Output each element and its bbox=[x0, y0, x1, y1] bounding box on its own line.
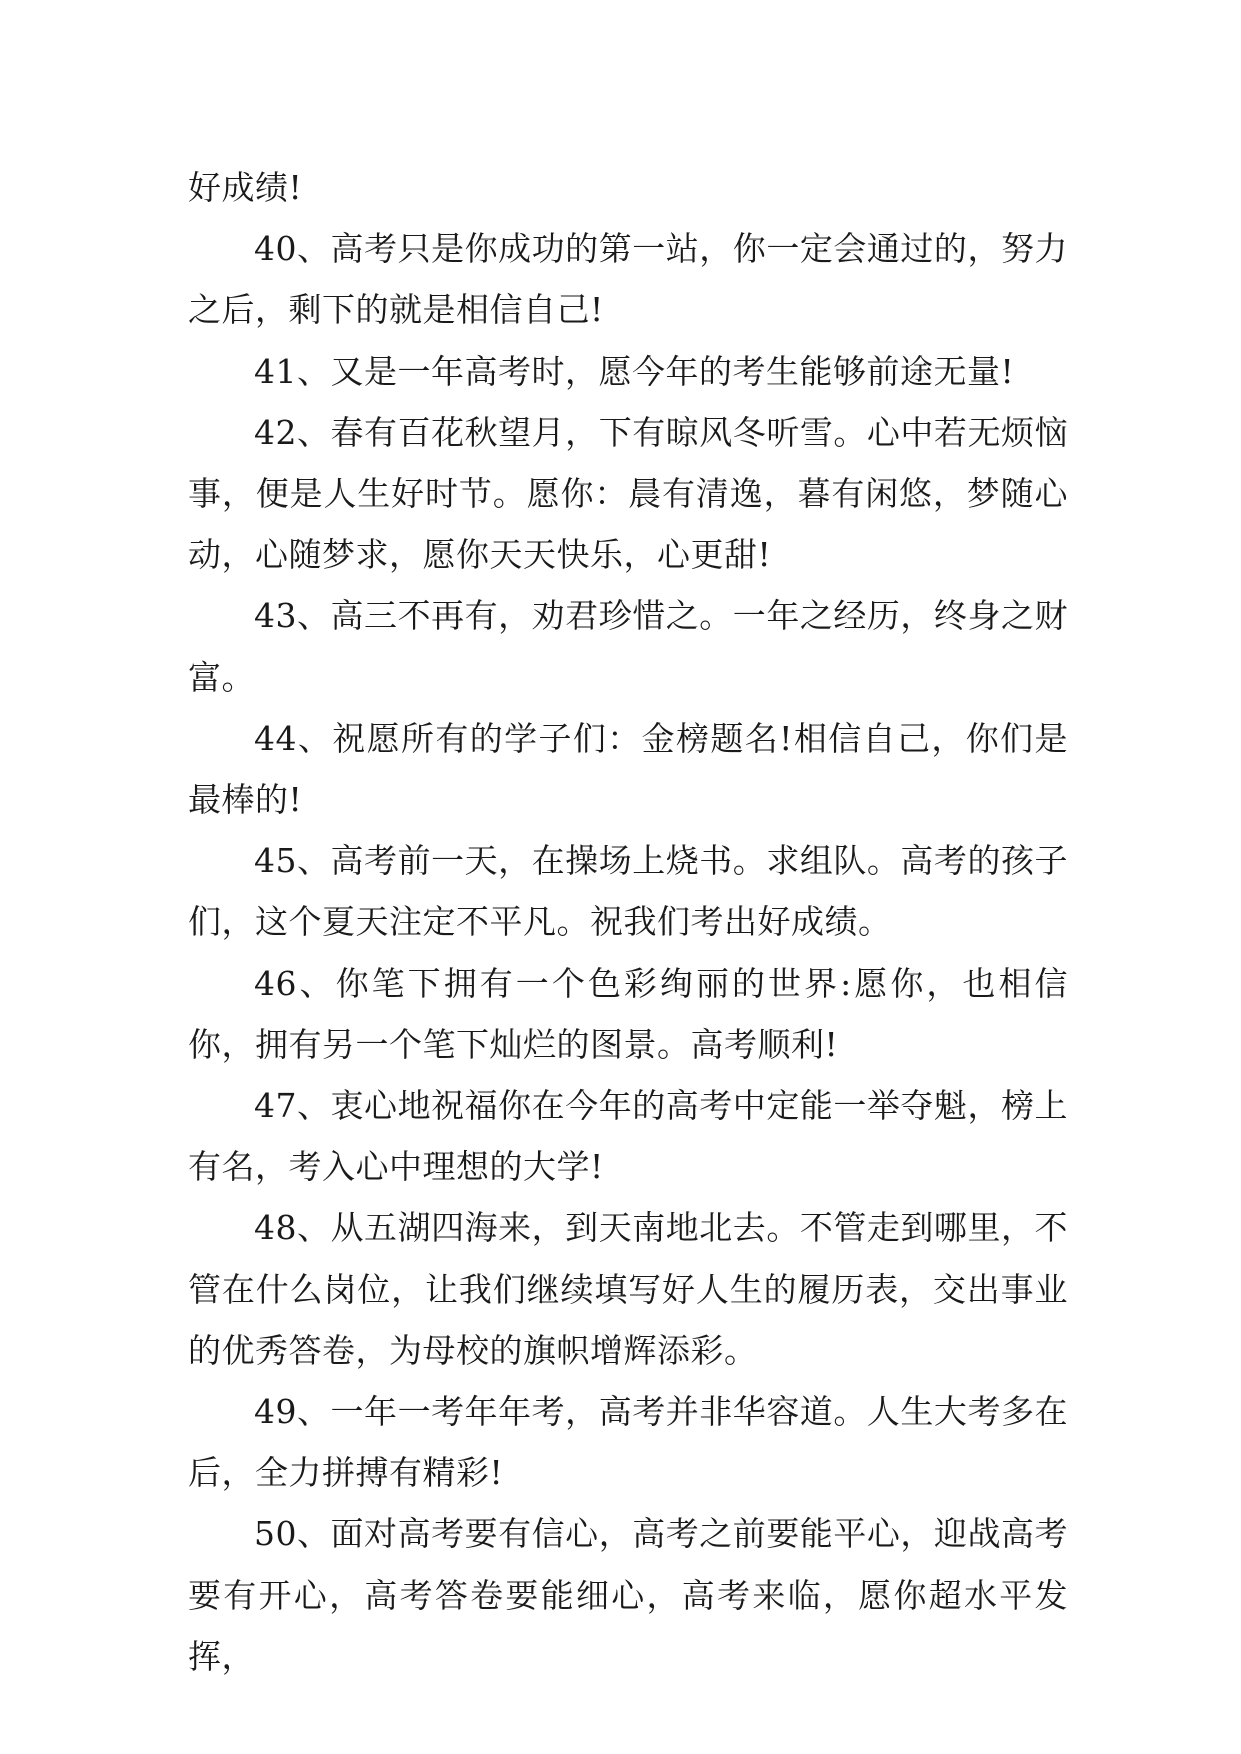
paragraph: 46、你笔下拥有一个色彩绚丽的世界:愿你，也相信你，拥有另一个笔下灿烂的图景。高考顺利! bbox=[188, 963, 1068, 1064]
paragraph: 44、祝愿所有的学子们：金榜题名!相信自己，你们是最棒的! bbox=[188, 718, 1068, 820]
paragraph: 45、高考前一天，在操场上烧书。求组队。高考的孩子们，这个夏天注定不平凡。祝我们考出好成绩。 bbox=[188, 841, 1068, 942]
document-body bbox=[188, 157, 1068, 1687]
paragraph: 42、春有百花秋望月，下有晾风冬听雪。心中若无烦恼事，便是人生好时节。愿你：晨有清逸，暮有闲悠，梦随心动，心随梦求，愿你天天快乐，心更甜! bbox=[188, 412, 1068, 575]
paragraph: 40、高考只是你成功的第一站，你一定会通过的，努力之后，剩下的就是相信自己! bbox=[188, 229, 1068, 330]
paragraph: 好成绩! bbox=[188, 168, 303, 207]
paragraph: 43、高三不再有，劝君珍惜之。一年之经历，终身之财富。 bbox=[188, 596, 1068, 697]
paragraph: 41、又是一年高考时，愿今年的考生能够前途无量! bbox=[254, 351, 1015, 391]
paragraph: 49、一年一考年年考，高考并非华容道。人生大考多在后，全力拼搏有精彩! bbox=[188, 1392, 1068, 1493]
paragraph: 48、从五湖四海来，到天南地北去。不管走到哪里，不管在什么岗位，让我们继续填写好人生的履历表，交出事业的优秀答卷，为母校的旗帜增辉添彩。 bbox=[188, 1208, 1068, 1370]
paragraph: 47、衷心地祝福你在今年的高考中定能一举夺魁，榜上有名，考入心中理想的大学! bbox=[188, 1086, 1068, 1187]
paragraph: 50、面对高考要有信心，高考之前要能平心，迎战高考要有开心，高考答卷要能细心，高考来临，愿你超水平发挥， bbox=[188, 1514, 1068, 1676]
